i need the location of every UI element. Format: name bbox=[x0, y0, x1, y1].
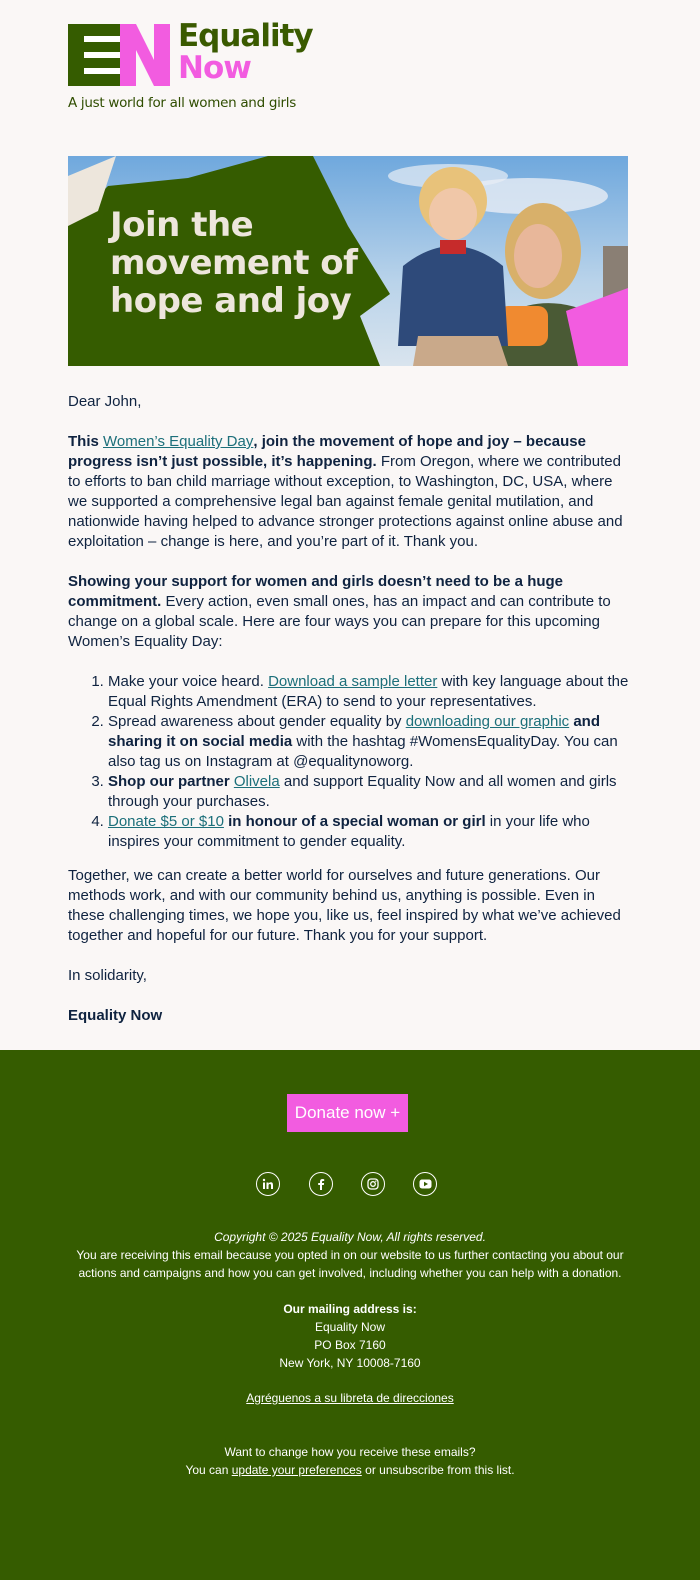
support-rest: Every action, even small ones, has an impact and can contribute to change on a global scale. Here are four ways you can prepare for this upcoming Women’s Equality Day: bbox=[68, 593, 611, 650]
linkedin-icon[interactable] bbox=[256, 1172, 280, 1196]
item3-text: and support Equality Now and all women and girls through your purchases. bbox=[108, 773, 617, 810]
hero-banner[interactable] bbox=[68, 156, 628, 366]
intro-rest: From Oregon, where we contributed to efforts to ban child marriage without exception, to Washington, DC, USA, where we supported a comprehensive legal ban against female genital mutilation, and nationwide having helped to advance stronger protections against online abuse and exploitation – change is here, and you’re part of it. Thank you. bbox=[68, 453, 623, 550]
update-preferences-link[interactable]: update your preferences bbox=[231, 1463, 362, 1477]
mailing-heading: Our mailing address is: bbox=[283, 1302, 417, 1316]
download-letter-link[interactable]: Download a sample letter bbox=[268, 673, 438, 690]
list-item bbox=[108, 672, 633, 712]
intro-bold-b: , join the movement of hope and joy – because progress isn’t just possible, it’s happening. bbox=[68, 433, 586, 470]
social-links bbox=[0, 1172, 700, 1198]
paragraph-support bbox=[68, 572, 633, 652]
ways-list bbox=[68, 672, 633, 852]
unsubscribe-text: or unsubscribe from this list. bbox=[361, 1463, 515, 1477]
item3-bold: Shop our partner bbox=[108, 773, 230, 790]
item2-text-a: Spread awareness about gender equality by bbox=[108, 713, 406, 730]
tagline: A just world for all women and girls bbox=[68, 95, 296, 111]
item4-bold: in honour of a special woman or girl bbox=[223, 813, 486, 830]
list-item bbox=[108, 712, 633, 772]
change-question: Want to change how you receive these emails? bbox=[224, 1445, 476, 1459]
download-graphic-link[interactable]: downloading our graphic bbox=[405, 713, 570, 730]
olivela-link[interactable]: Olivela bbox=[233, 773, 280, 790]
closing: In solidarity, bbox=[68, 967, 147, 984]
header bbox=[68, 18, 368, 122]
item1-text-b: with key language about the Equal Rights Amendment (ERA) to send to your representatives. bbox=[108, 673, 629, 710]
item4-text: in your life who inspires your commitment to gender equality. bbox=[108, 813, 590, 850]
opt-in-notice: You are receiving this email because you opted in on our website to us further contacting you about our actions and campaigns and how you can get involved, including whether you can help with a donation. bbox=[76, 1248, 624, 1280]
signature bbox=[68, 1006, 633, 1026]
paragraph-together: Together, we can create a better world for ourselves and future generations. Our methods work, and with our community behind us, anything is possible. Even in these challenging times, we hope you, like us, feel inspired by what we’ve achieved together and hopeful for our future. Thank you for your support. bbox=[68, 867, 621, 944]
instagram-icon[interactable] bbox=[361, 1172, 385, 1196]
equality-now-logo-icon bbox=[68, 24, 170, 86]
item1-text-a: Make your voice heard. bbox=[108, 673, 269, 690]
letter-body bbox=[68, 392, 633, 1046]
item2-bold: and sharing it on social media bbox=[108, 713, 600, 750]
signature-name: Equality Now bbox=[68, 1007, 163, 1024]
address-line: New York, NY 10008-7160 bbox=[279, 1356, 421, 1370]
footer bbox=[0, 1050, 700, 1580]
address-line: PO Box 7160 bbox=[314, 1338, 386, 1352]
mailing-address bbox=[60, 1300, 640, 1372]
donate-now-button[interactable]: Donate now + bbox=[287, 1094, 408, 1132]
youtube-icon[interactable] bbox=[413, 1172, 437, 1196]
brand-line-2: Now bbox=[178, 50, 251, 86]
address-line: Equality Now bbox=[314, 1320, 386, 1334]
you-can-text: You can bbox=[185, 1463, 232, 1477]
list-item bbox=[108, 812, 633, 852]
facebook-icon[interactable] bbox=[309, 1172, 333, 1196]
list-item bbox=[108, 772, 633, 812]
paragraph-intro bbox=[68, 432, 633, 552]
brand-line-1: Equality bbox=[178, 18, 313, 54]
greeting: Dear John, bbox=[68, 393, 142, 410]
support-bold: Showing your support for women and girls doesn’t need to be a huge commitment. bbox=[68, 573, 564, 610]
preferences-block bbox=[60, 1443, 640, 1479]
donate-small-link[interactable]: Donate $5 or $10 bbox=[108, 813, 224, 830]
preferences-line bbox=[60, 1461, 640, 1479]
copyright: Copyright © 2025 Equality Now, All rights reserved. bbox=[214, 1230, 486, 1244]
address-book-row bbox=[60, 1389, 640, 1407]
brand-wordmark bbox=[178, 20, 313, 84]
hero-headline: Join the movement of hope and joy bbox=[110, 205, 358, 321]
add-to-address-book-link[interactable]: Agréguenos a su libreta de direcciones bbox=[246, 1391, 454, 1405]
item2-text-b: with the hashtag #WomensEqualityDay. You can also tag us on Instagram at @equalitynoworg. bbox=[108, 733, 618, 770]
womens-equality-day-link[interactable]: Women’s Equality Day bbox=[103, 433, 254, 450]
intro-bold-a: This bbox=[68, 433, 104, 450]
footer-legal bbox=[60, 1228, 640, 1282]
